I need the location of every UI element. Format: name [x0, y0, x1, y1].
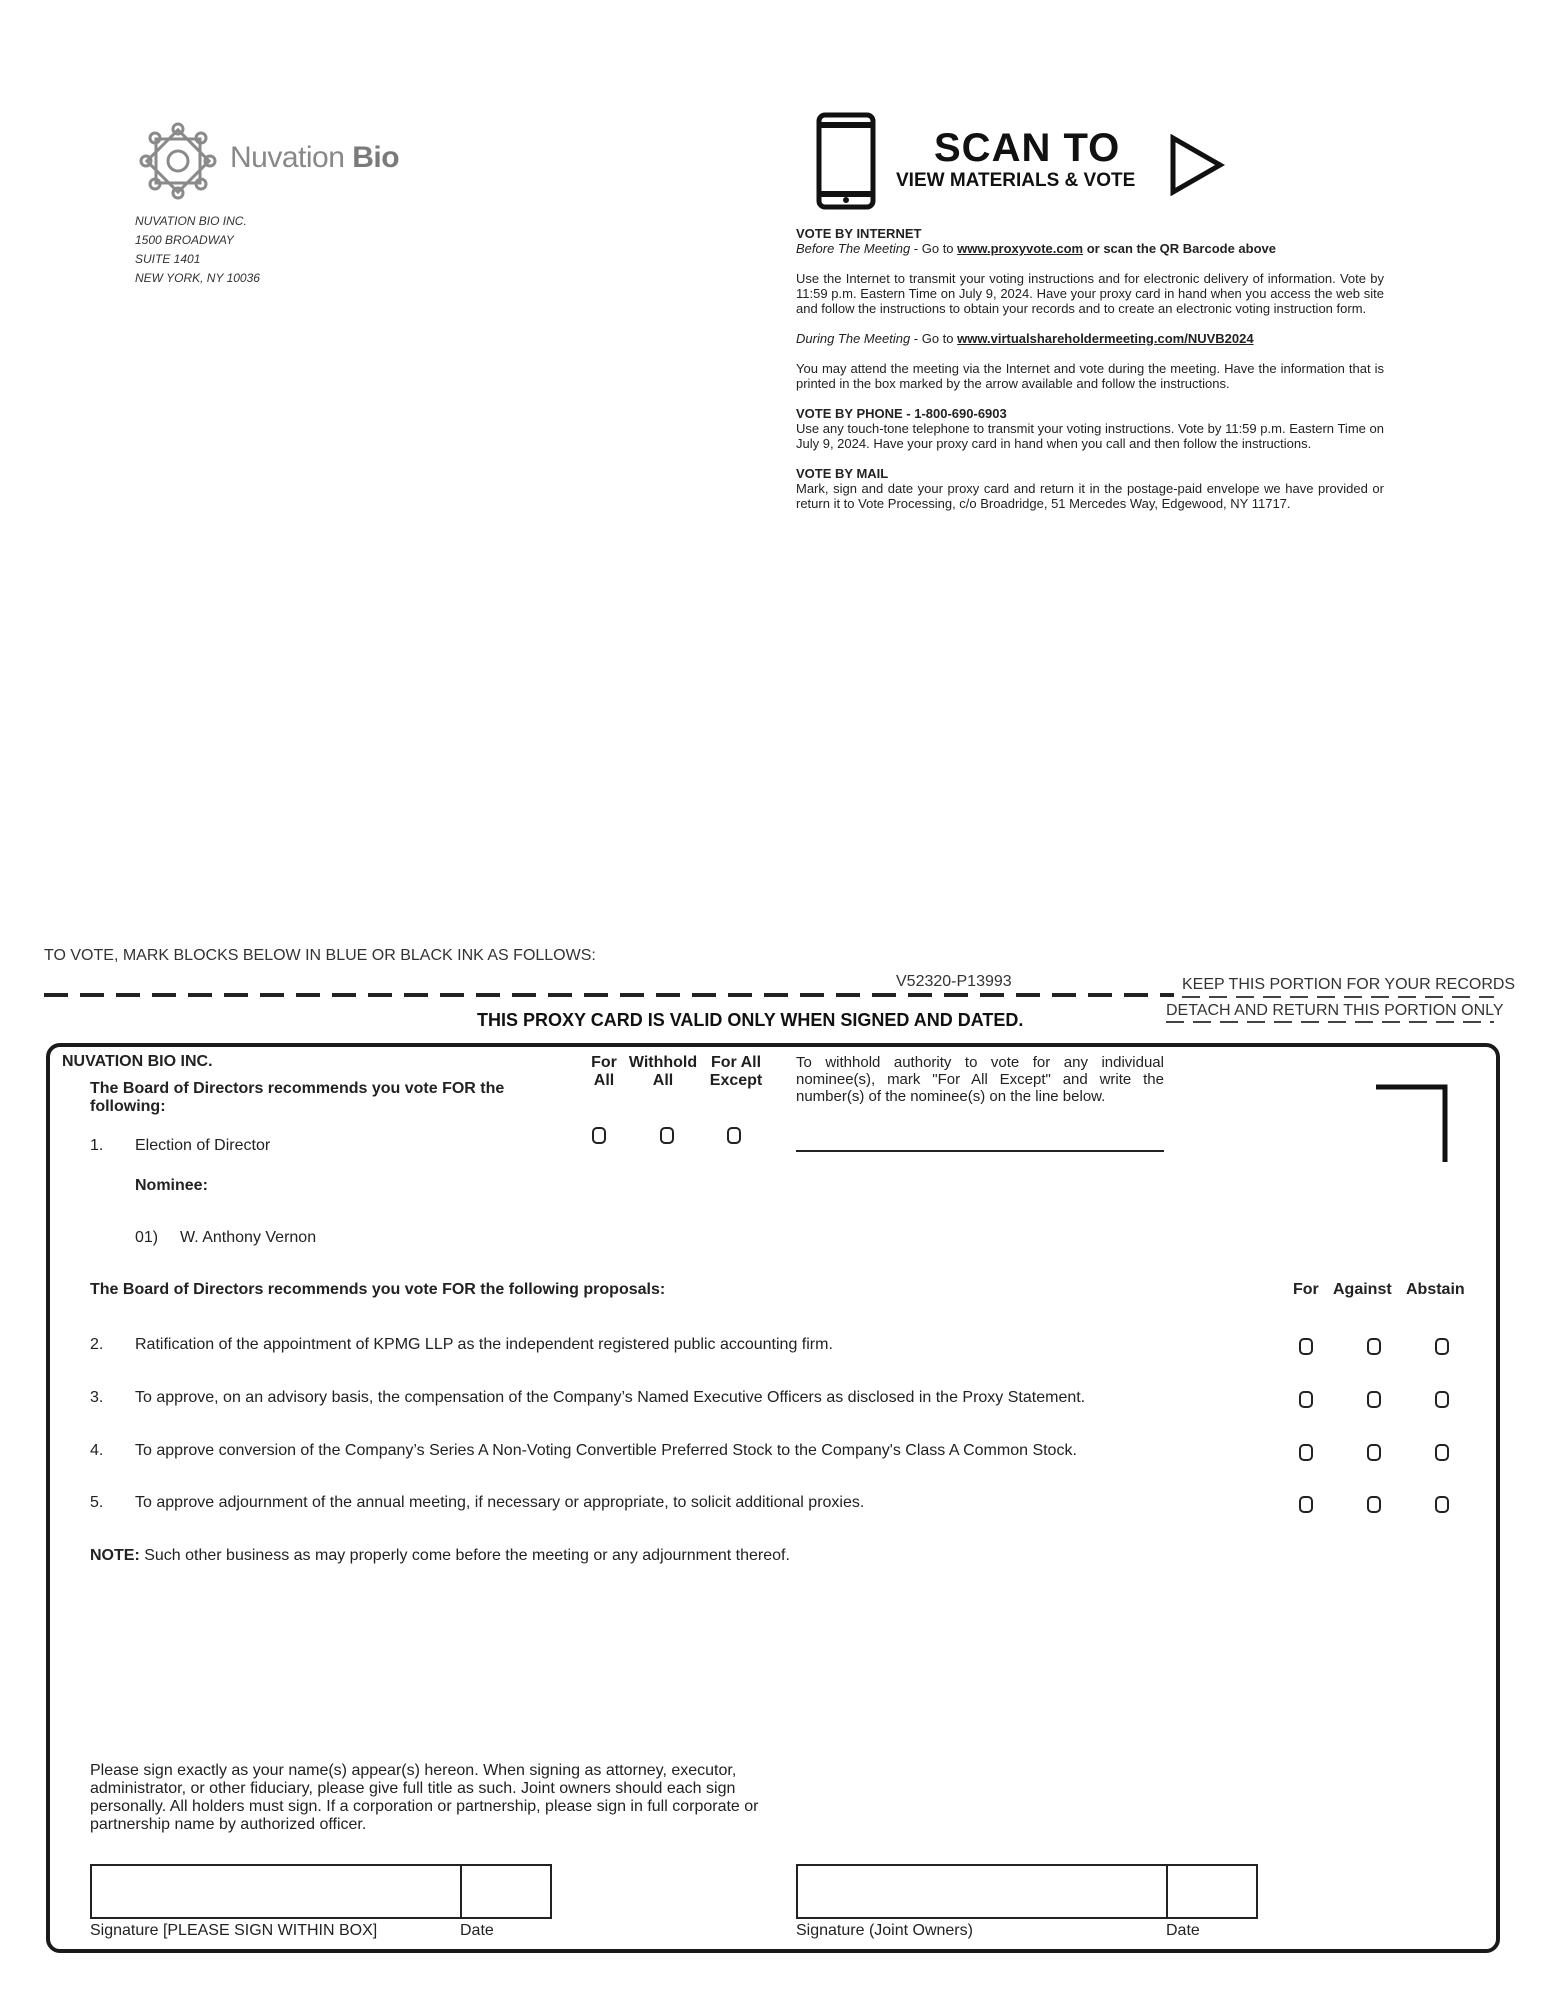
address-line: SUITE 1401 — [135, 252, 201, 266]
joint-date-box[interactable] — [1166, 1864, 1258, 1919]
nominee-exception-line[interactable] — [796, 1150, 1164, 1152]
note — [90, 1547, 790, 1565]
nominee-label: Nominee: — [135, 1177, 208, 1194]
during-text: - Go to — [910, 331, 958, 346]
signature-label: Signature [PLEASE SIGN WITHIN BOX] — [90, 1922, 378, 1939]
proposal-5-abstain-checkbox[interactable] — [1435, 1496, 1449, 1513]
card-company-name: NUVATION BIO INC. — [62, 1053, 213, 1070]
detach-dashed-line — [44, 993, 1174, 997]
keep-underline — [1182, 996, 1494, 998]
logo-name-bold: Bio — [352, 141, 400, 174]
item1-label: Election of Director — [135, 1137, 271, 1154]
address-line: NUVATION BIO INC. — [135, 214, 247, 228]
logo-name-light: Nuvation — [230, 141, 345, 174]
proposal-4-abstain-checkbox[interactable] — [1435, 1444, 1449, 1461]
header-against: Against — [1333, 1281, 1392, 1298]
proposal-4-against-checkbox[interactable] — [1367, 1444, 1381, 1461]
sign-instructions: Please sign exactly as your name(s) appear(s) hereon. When signing as attorney, executor, administrator, or other fiduciary, please give full title as such. Joint owners should each sign personally. All holders must sign. If a corporation or partnership, please sign in full corporate or partnership name by authorized officer. — [90, 1762, 759, 1833]
checkbox-for-all-except[interactable] — [727, 1127, 741, 1144]
nominee-name: W. Anthony Vernon — [180, 1229, 317, 1246]
proposal-number: 2. — [90, 1336, 104, 1353]
proposal-3-against-checkbox[interactable] — [1367, 1391, 1381, 1408]
before-suffix: or scan the QR Barcode above — [1083, 241, 1276, 256]
proposal-number: 5. — [90, 1494, 104, 1511]
header-abstain: Abstain — [1406, 1281, 1465, 1298]
joint-signature-box[interactable] — [796, 1864, 1168, 1919]
date-label: Date — [460, 1922, 494, 1939]
logo-wordmark — [230, 141, 399, 175]
withhold-instructions: To withhold authority to vote for any individual nominee(s), mark "For All Except" and write the number(s) of the nominee(s) on the line below. — [796, 1054, 1164, 1105]
proposal-3-for-checkbox[interactable] — [1299, 1391, 1313, 1408]
phone-body: Use any touch-tone telephone to transmit your voting instructions. Vote by 11:59 p.m. Eastern Time on July 9, 2024. Have your proxy card in hand when you call and then follow the instructions. — [796, 421, 1384, 451]
proposal-3-abstain-checkbox[interactable] — [1435, 1391, 1449, 1408]
header-withhold-all: Withhold All — [628, 1054, 698, 1089]
proposal-text: Ratification of the appointment of KPMG LLP as the independent registered public accounting firm. — [135, 1336, 833, 1353]
header-for: For — [1293, 1281, 1319, 1298]
before-meeting-label: Before The Meeting — [796, 241, 911, 256]
header-for-all-except: For All Except — [709, 1054, 763, 1089]
proposal-text: To approve, on an advisory basis, the compensation of the Company’s Named Executive Officers as disclosed in the Proxy Statement. — [135, 1389, 1086, 1406]
voting-instructions — [796, 226, 1384, 511]
proposal-5-for-checkbox[interactable] — [1299, 1496, 1313, 1513]
keep-portion-label: KEEP THIS PORTION FOR YOUR RECORDS — [1182, 976, 1516, 993]
joint-signature-label: Signature (Joint Owners) — [796, 1922, 973, 1939]
corner-mark — [1376, 1084, 1448, 1162]
mail-body: Mark, sign and date your proxy card and return it in the postage-paid envelope we have provided or return it to Vote Processing, c/o Broadridge, 51 Mercedes Way, Edgewood, NY 11717. — [796, 481, 1384, 511]
checkbox-for-all[interactable] — [592, 1127, 606, 1144]
valid-notice: THIS PROXY CARD IS VALID ONLY WHEN SIGNED AND DATED. — [477, 1010, 1024, 1030]
nominee-number: 01) — [135, 1229, 159, 1246]
proposal-number: 4. — [90, 1442, 104, 1459]
address-line: 1500 BROADWAY — [135, 233, 234, 247]
internet-heading: VOTE BY INTERNET — [796, 226, 922, 241]
item1-number: 1. — [90, 1137, 104, 1154]
address-line: NEW YORK, NY 10036 — [135, 271, 260, 285]
during-meeting-label: During The Meeting — [796, 331, 911, 346]
board-recommendation-directors: The Board of Directors recommends you vote FOR the following: — [90, 1080, 505, 1115]
proposal-2-abstain-checkbox[interactable] — [1435, 1338, 1449, 1355]
proposal-5-against-checkbox[interactable] — [1367, 1496, 1381, 1513]
mail-heading: VOTE BY MAIL — [796, 466, 889, 481]
internet-body: Use the Internet to transmit your voting instructions and for electronic delivery of information. Vote by 11:59 p.m. Eastern Time on July 9, 2024. Have your proxy card in hand when you access the web site and follow the instructions to obtain your records and to create an electronic voting instruction form. — [796, 271, 1384, 316]
company-logo — [137, 120, 219, 202]
before-text: - Go to — [910, 241, 958, 256]
during-body: You may attend the meeting via the Internet and vote during the meeting. Have the information that is printed in the box marked by the arrow available and follow the instructions. — [796, 361, 1384, 391]
proposal-2-against-checkbox[interactable] — [1367, 1338, 1381, 1355]
mark-instruction: TO VOTE, MARK BLOCKS BELOW IN BLUE OR BLACK INK AS FOLLOWS: — [44, 947, 596, 964]
signature-box[interactable] — [90, 1864, 462, 1919]
proposal-number: 3. — [90, 1389, 104, 1406]
return-underline — [1166, 1021, 1494, 1023]
date-box[interactable] — [460, 1864, 552, 1919]
scan-subtitle: VIEW MATERIALS & VOTE — [896, 170, 1136, 191]
company-address — [135, 212, 260, 288]
proposal-text: To approve conversion of the Company’s Series A Non-Voting Convertible Preferred Stock to the Company's Class A Common Stock. — [135, 1442, 1077, 1459]
note-label: NOTE: — [90, 1547, 140, 1564]
play-arrow-icon — [1168, 134, 1226, 196]
board-recommendation-proposals: The Board of Directors recommends you vote FOR the following proposals: — [90, 1281, 666, 1298]
internet-before — [796, 241, 1384, 256]
return-portion-label: DETACH AND RETURN THIS PORTION ONLY — [1166, 1002, 1504, 1019]
proxyvote-link[interactable]: www.proxyvote.com — [957, 241, 1084, 256]
phone-icon — [816, 112, 876, 210]
phone-heading: VOTE BY PHONE - 1-800-690-6903 — [796, 406, 1007, 421]
scan-title: SCAN TO — [934, 126, 1121, 170]
internet-during — [796, 331, 1384, 346]
joint-date-label: Date — [1166, 1922, 1200, 1939]
proposal-2-for-checkbox[interactable] — [1299, 1338, 1313, 1355]
virtual-meeting-link[interactable]: www.virtualshareholdermeeting.com/NUVB2024 — [957, 331, 1254, 346]
note-text: Such other business as may properly come before the meeting or any adjournment thereof. — [139, 1547, 790, 1564]
proposal-4-for-checkbox[interactable] — [1299, 1444, 1313, 1461]
control-code: V52320-P13993 — [896, 973, 1012, 990]
header-for-all: For All — [591, 1054, 617, 1089]
proposal-text: To approve adjournment of the annual meeting, if necessary or appropriate, to solicit additional proxies. — [135, 1494, 865, 1511]
checkbox-withhold-all[interactable] — [660, 1127, 674, 1144]
